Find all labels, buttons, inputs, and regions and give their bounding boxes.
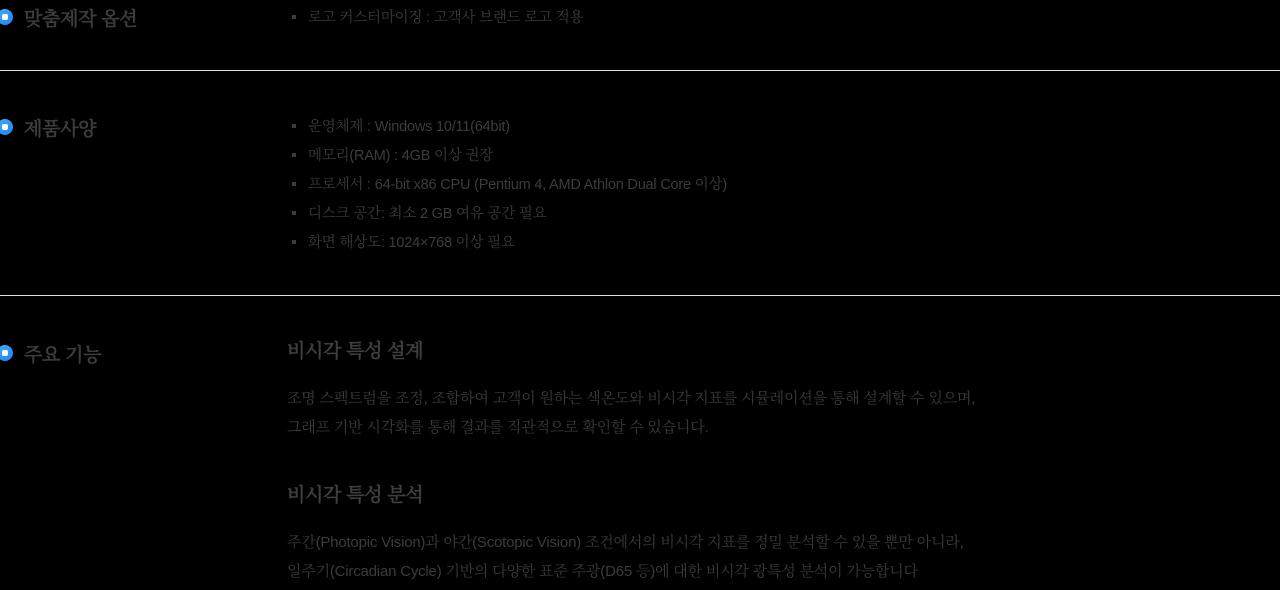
bullet-text: 디스크 공간: 최소 2 GB 여유 공간 필요 [308, 206, 547, 222]
bullet-text: 화면 해상도: 1024×768 이상 필요 [308, 235, 515, 251]
list-item [287, 111, 727, 140]
feature-body-line: 조명 스펙트럼을 조정, 조합하여 고객이 원하는 색온도와 비시각 지표를 시뮬레이션을 통해 설계할 수 있으며, [287, 390, 976, 407]
section-product-specs [0, 71, 1280, 295]
section-title: 제품사양 [24, 118, 97, 140]
bullet-text: 운영체제 : Windows 10/11(64bit) [308, 119, 510, 135]
list-item [287, 140, 727, 169]
feature-body-analysis [287, 528, 964, 586]
section-title-row [0, 116, 96, 138]
bullet-square-icon [292, 124, 296, 128]
blue-target-icon [0, 345, 13, 361]
list-item [287, 2, 583, 31]
section-title-row [0, 342, 101, 364]
list-item [287, 227, 727, 256]
bullet-square-icon [292, 153, 296, 157]
section-key-features [0, 296, 1280, 590]
section-title: 주요 기능 [24, 344, 102, 366]
bullet-square-icon [292, 211, 296, 215]
blue-target-icon [0, 9, 13, 25]
bullet-text: 메모리(RAM) : 4GB 이상 권장 [308, 148, 494, 164]
bullet-text: 로고 커스터마이징 : 고객사 브랜드 로고 적용 [308, 10, 584, 26]
feature-heading-analysis: 비시각 특성 분석 [287, 485, 424, 506]
bullet-list [287, 2, 583, 31]
bullet-square-icon [292, 182, 296, 186]
feature-body-line: 일주기(Circadian Cycle) 기반의 다양한 표준 주광(D65 등)에 대한 비시각 광특성 분석이 가능합니다 [287, 563, 918, 580]
bullet-list [287, 111, 727, 256]
section-custom-options [0, 0, 1280, 70]
section-title: 맞춤제작 옵션 [24, 8, 138, 30]
list-item [287, 169, 727, 198]
bullet-text: 프로세서 : 64-bit x86 CPU (Pentium 4, AMD Athlon Dual Core 이상) [308, 177, 727, 193]
blue-target-icon [0, 119, 13, 135]
feature-body-design [287, 384, 975, 442]
list-item [287, 198, 727, 227]
feature-body-line: 그래프 기반 시각화를 통해 결과를 직관적으로 확인할 수 있습니다. [287, 419, 709, 436]
feature-heading-design: 비시각 특성 설계 [287, 341, 424, 362]
bullet-square-icon [292, 15, 296, 19]
bullet-square-icon [292, 240, 296, 244]
feature-body-line: 주간(Photopic Vision)과 야간(Scotopic Vision) 조건에서의 비시각 지표를 정밀 분석할 수 있을 뿐만 아니라, [287, 534, 964, 551]
section-title-row [0, 6, 137, 28]
